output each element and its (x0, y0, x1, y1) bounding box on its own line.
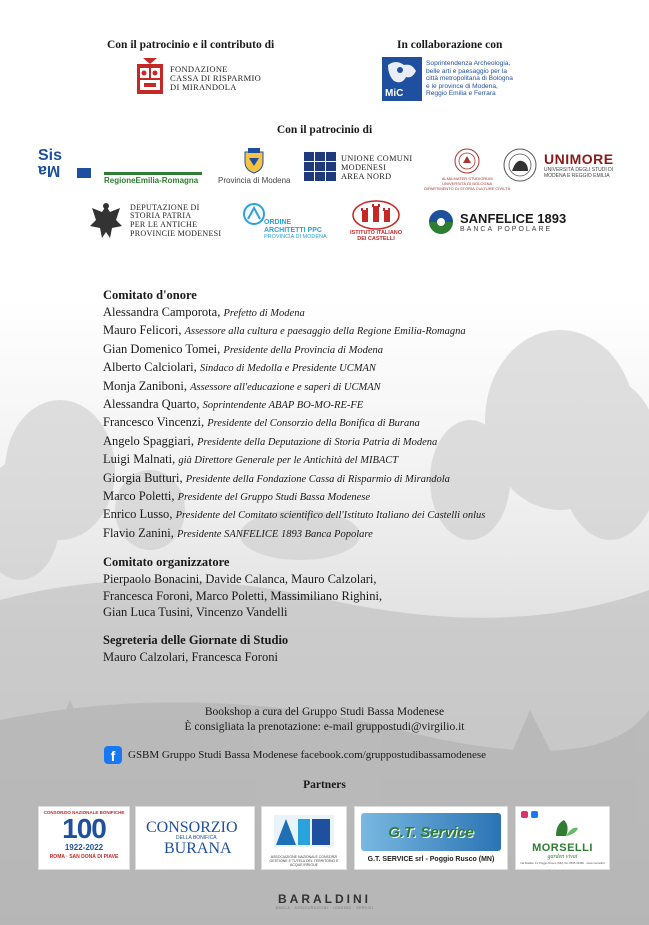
cento-bottom: ROMA · SAN DONÀ DI PIAVE (49, 854, 119, 860)
member-name: Angelo Spaggiari (103, 433, 191, 448)
onore-member (103, 470, 603, 488)
member-separator: , (217, 341, 224, 356)
partner-cento-anni[interactable] (38, 806, 130, 870)
member-role: Presidente del Consorzio della Bonifica di Burana (207, 418, 420, 430)
facebook-line[interactable] (104, 746, 486, 764)
regione-bar-icon (104, 172, 202, 175)
fondazione-line-3: DI MIRANDOLA (170, 81, 237, 92)
member-name: Marco Poletti (103, 489, 172, 504)
partner-gt-service[interactable] (354, 806, 508, 870)
member-name: Alessandra Quarto (103, 397, 197, 412)
deputazione-line-2: STORIA PATRIA (130, 211, 192, 221)
member-name: Enrico Lusso (103, 507, 170, 522)
unione-logo[interactable] (304, 152, 412, 182)
instagram-icon (521, 811, 528, 818)
anbi-sub: ASSOCIAZIONE NAZIONALE CONSORZI GESTIONE E TUTELA DEL TERRITORIO E ACQUE IRRIGUE (269, 855, 339, 867)
segreteria-members: Mauro Calzolari, Francesca Foroni (103, 649, 278, 664)
member-role: Sindaco di Medolla e Presidente UCMAN (199, 363, 376, 375)
soprintendenza-line-2: belle arti e paesaggio per la (426, 67, 508, 75)
morselli-leaf-icon (516, 818, 611, 838)
member-name: Alberto Calciolari (103, 360, 194, 375)
member-role: Prefetto di Modena (223, 308, 305, 319)
member-name: Francesco Vincenzi (103, 415, 201, 430)
member-role: Presidente del Gruppo Studi Bassa Modenese (177, 492, 371, 504)
soprintendenza-logo[interactable] (382, 57, 513, 101)
soprintendenza-line-3: città metropolitana di Bologna (426, 75, 513, 83)
member-name: Alessandra Camporota (103, 305, 218, 319)
member-separator: , (217, 305, 224, 319)
sisma-logo[interactable] (38, 149, 62, 177)
member-name: Giorgia Butturi (103, 470, 180, 485)
istituto-line-1: ISTITUTO ITALIANO (350, 230, 403, 236)
facebook-icon: f (104, 746, 122, 764)
partner-morselli[interactable] (515, 806, 610, 870)
unimore-sub-1: UNIVERSITÀ DEGLI STUDI DI (544, 167, 614, 173)
unibo-line-3: DIPARTIMENTO DI STORIA CULTURE CIVILTÀ (424, 186, 511, 191)
member-name: Monja Zaniboni (103, 378, 184, 393)
patronage-contribution-heading: Con il patrocinio e il contributo di (107, 39, 275, 51)
committees (103, 288, 603, 665)
onore-member (103, 341, 603, 359)
member-role: Assessore alla cultura e paesaggio della Regione Emilia-Romagna (184, 326, 466, 338)
member-role: già Direttore Generale per le Antichità del MIBACT (178, 455, 399, 467)
istituto-castelli-logo[interactable] (350, 200, 402, 242)
member-separator: , (183, 378, 191, 393)
member-separator: , (171, 489, 178, 504)
sisma-top: Sis (38, 147, 63, 164)
ordine-line-2: ARCHITETTI PPC (264, 226, 322, 234)
sanfelice-sub: BANCA POPOLARE (460, 226, 553, 233)
unimore-sub-2: MODENA E REGGIO EMILIA (544, 173, 610, 179)
comitato-organizzatore-line-1: Pierpaolo Bonacini, Davide Calanca, Mauro Calzolari, (103, 572, 377, 587)
unibo-line-1: ALMA MATER STUDIORUM (441, 176, 493, 181)
unimore-name: UNIMORE (544, 151, 614, 167)
deputazione-line-1: DEPUTAZIONE DI (130, 202, 200, 212)
comitato-onore-list (103, 304, 603, 543)
partner-consorzio-burana[interactable] (135, 806, 255, 870)
unione-line-2: MODENESI (341, 162, 387, 172)
member-separator: , (172, 452, 179, 467)
sanfelice-icon (428, 209, 454, 235)
unione-grid-icon (304, 152, 336, 182)
onore-member (103, 414, 603, 432)
soprintendenza-line-4: e le province di Modena, (426, 82, 498, 90)
partner-anbi[interactable] (261, 806, 347, 870)
comitato-organizzatore-line-3: Gian Luca Tusini, Vincenzo Vandelli (103, 605, 288, 620)
cento-years: 1922-2022 (64, 843, 104, 852)
cento-top: CONSORZIO NAZIONALE BONIFICHE (43, 810, 125, 815)
member-name: Gian Domenico Tomei (103, 341, 218, 356)
member-separator: , (169, 507, 176, 522)
sisma-badge-icon (77, 168, 91, 178)
sanfelice-logo[interactable] (428, 209, 566, 235)
facebook-text[interactable]: GSBM Gruppo Studi Bassa Modenese facebook.com/gruppostudibassamodenese (128, 749, 487, 761)
fondazione-line-1: FONDAZIONE (170, 63, 228, 74)
unibo-seal-icon (454, 148, 480, 174)
comitato-onore-title: Comitato d'onore (103, 288, 197, 302)
bookshop-line-2[interactable]: È consigliata la prenotazione: e-mail gruppostudi@virgilio.it (184, 721, 465, 733)
unione-line-3: AREA NORD (341, 171, 392, 181)
morselli-address: Via Statale, 12 Poggio Rusco (MN) Tel. 0535 33466 · www.morselli.it (520, 861, 605, 865)
member-name: Mauro Felicori (103, 323, 179, 338)
deputazione-eagle-icon (88, 202, 124, 240)
member-role: Presidente del Comitato scientifico dell'Istituto Italiano dei Castelli onlus (175, 510, 486, 522)
cento-number: 100 (62, 813, 106, 844)
onore-member (103, 525, 603, 543)
sanfelice-name: SANFELICE 1893 (460, 211, 567, 226)
fondazione-logo[interactable] (136, 58, 261, 98)
onore-member (103, 433, 603, 451)
onore-member (103, 396, 603, 414)
castle-icon (352, 200, 400, 230)
fondazione-crest-icon (136, 58, 164, 98)
facebook-small-icon (531, 811, 538, 818)
unimore-logo[interactable] (502, 147, 614, 183)
unibo-line-2: UNIVERSITÀ DI BOLOGNA (442, 181, 493, 186)
deputazione-logo[interactable] (88, 202, 221, 240)
patronage-heading: Con il patrocinio di (276, 124, 373, 136)
member-role: Presidente della Provincia di Modena (223, 344, 384, 356)
bookshop-line-1: Bookshop a cura del Gruppo Studi Bassa Modenese (204, 706, 445, 718)
member-separator: , (190, 433, 198, 448)
member-separator: , (196, 397, 203, 412)
morselli-name: MORSELLI (532, 842, 593, 854)
onore-member (103, 506, 603, 524)
anbi-logo-icon (262, 811, 346, 851)
member-separator: , (200, 415, 208, 430)
member-name: Flavio Zanini (103, 525, 171, 540)
baraldini-sub: BANCA · ASSICURAZIONI · LEASING · SERVIZI (275, 906, 374, 910)
member-role: Presidente della Fondazione Cassa di Risparmio di Mirandola (185, 473, 450, 485)
onore-member (103, 322, 603, 340)
sisma-bottom: Ma (38, 162, 61, 179)
partners-title: Partners (303, 779, 346, 791)
deputazione-line-4: PROVINCIE MODENESI (130, 228, 222, 238)
consorzio-line-3: BURANA (164, 840, 232, 857)
baraldini-logo[interactable] (0, 892, 649, 910)
onore-member (103, 359, 603, 377)
istituto-line-2: DEI CASTELLI (357, 236, 395, 242)
onore-member (103, 378, 603, 396)
provincia-label: Provincia di Modena (218, 176, 291, 185)
member-separator: , (170, 525, 177, 540)
consorzio-line-1: CONSORZIO (146, 819, 238, 836)
member-role: Presidente della Deputazione di Storia Patria di Modena (197, 436, 438, 448)
gt-service-banner (361, 813, 501, 851)
member-role: Soprintendente ABAP BO-MO-RE-FE (202, 400, 364, 412)
gt-service-caption: G.T. SERVICE srl - Poggio Rusco (MN) (367, 856, 495, 863)
provincia-logo[interactable] (218, 148, 290, 185)
mic-label: MiC (385, 88, 404, 99)
regione-logo[interactable] (104, 172, 202, 185)
member-name: Luigi Malnati (103, 452, 173, 467)
soprintendenza-line-1: Soprintendenza Archeologia, (426, 60, 511, 68)
unimore-seal-icon (502, 147, 538, 183)
deputazione-line-3: PER LE ANTICHE (130, 220, 198, 229)
onore-member (103, 451, 603, 469)
member-role: Assessore all'educazione e saperi di UCMAN (190, 381, 381, 393)
unibo-logo[interactable] (424, 148, 510, 191)
onore-member (103, 488, 603, 506)
member-separator: , (193, 360, 200, 375)
member-separator: , (178, 323, 185, 338)
member-separator: , (179, 470, 186, 485)
ordine-line-3: PROVINCIA DI MODENA (264, 234, 327, 240)
member-role: Presidente SANFELICE 1893 Banca Popolare (176, 528, 373, 540)
consorzio-line-2: DELLA BONIFICA (176, 835, 217, 841)
unione-line-1: UNIONE COMUNI (341, 153, 413, 163)
bookshop-info (0, 705, 649, 735)
ordine-logo[interactable] (240, 203, 327, 242)
onore-member (103, 304, 603, 322)
gt-service-name: G.T. Service (388, 823, 474, 841)
segreteria-title: Segreteria delle Giornate di Studio (103, 632, 289, 647)
baraldini-brand: BARALDINI (278, 892, 371, 906)
mic-logo-icon (382, 57, 422, 101)
morselli-sub: garden vivai (547, 854, 578, 860)
fondazione-line-2: CASSA DI RISPARMIO (170, 72, 262, 83)
soprintendenza-line-5: Reggio Emilia e Ferrara (426, 90, 496, 98)
comitato-organizzatore-title: Comitato organizzatore (103, 555, 230, 570)
collaboration-heading: In collaborazione con (397, 39, 503, 51)
provincia-crest-icon (243, 148, 265, 174)
ordine-line-1: ORDINE (264, 219, 292, 226)
comitato-organizzatore-line-2: Francesca Foroni, Marco Poletti, Massimiliano Righini, (103, 588, 383, 603)
regione-label: RegioneEmilia-Romagna (104, 176, 199, 185)
